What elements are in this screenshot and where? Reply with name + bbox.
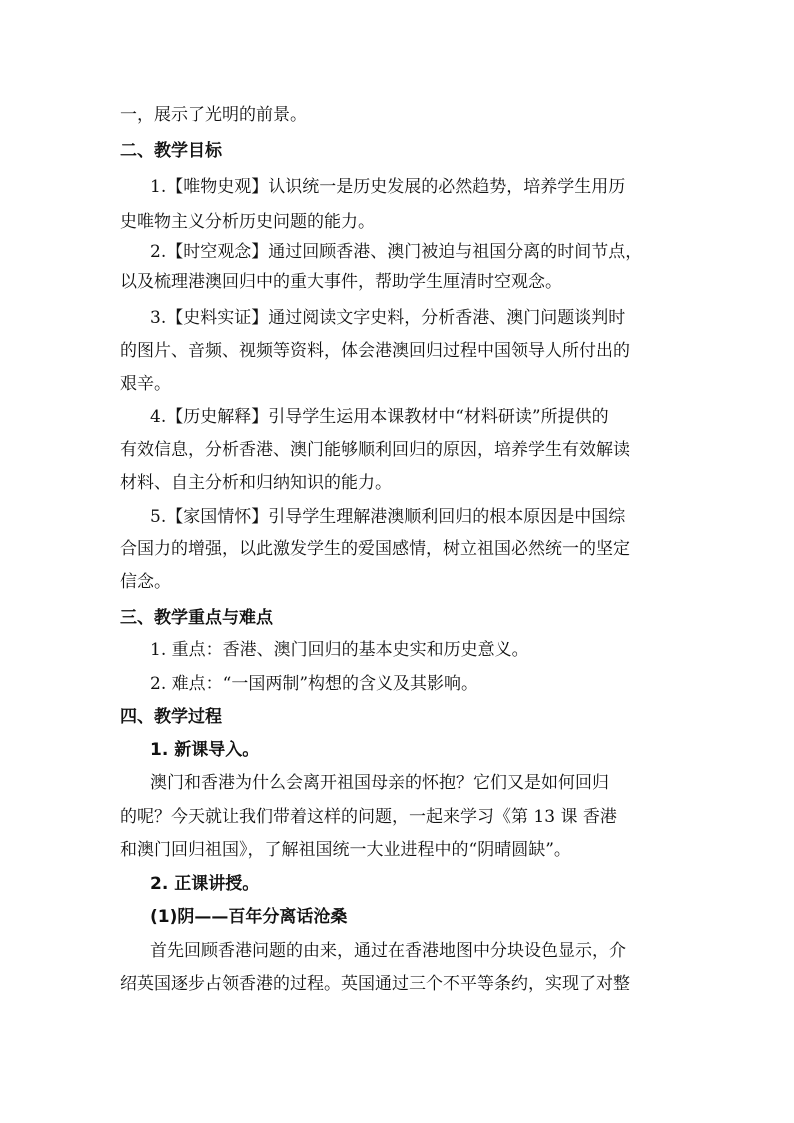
text-line: 的呢？今天就让我们带着这样的问题，一起来学习《第 13 课 香港 [120,807,617,827]
section-heading-key-points: 三、教学重点与难点 [120,608,273,628]
subheading-intro: 1. 新课导入。 [150,740,260,760]
objective-3: 3.【史料实证】通过阅读文字史料，分析香港、澳门问题谈判时 [150,308,626,328]
text-line: 绍英国逐步占领香港的过程。英国通过三个不平等条约，实现了对整 [120,974,630,994]
text-line: 材料、自主分析和归纳知识的能力。 [120,473,392,493]
text-line: 信念。 [120,572,171,592]
text-line: 澳门和香港为什么会离开祖国母亲的怀抱？它们又是如何回归 [150,773,609,793]
key-point: 1. 重点：香港、澳门回归的基本史实和历史意义。 [150,640,529,660]
text-line: 的图片、音频、视频等资料，体会港澳回归过程中国领导人所付出的 [120,341,630,361]
subheading-lecture: 2. 正课讲授。 [150,874,260,894]
text-line: 一，展示了光明的前景。 [120,105,307,125]
text-line: 和澳门回归祖国》，了解祖国统一大业进程中的“阴晴圆缺”。 [120,840,571,860]
section-heading-process: 四、教学过程 [120,707,222,727]
objective-4: 4.【历史解释】引导学生运用本课教材中“材料研读”所提供的 [150,407,609,427]
text-line: 合国力的增强，以此激发学生的爱国感情，树立祖国必然统一的坚定 [120,539,630,559]
text-line: 以及梳理港澳回归中的重大事件，帮助学生厘清时空观念。 [120,272,562,292]
text-line: 首先回顾香港问题的由来，通过在香港地图中分块设色显示，介 [150,941,626,961]
section-heading-objectives: 二、教学目标 [120,141,222,161]
subheading-part-1: (1)阴——百年分离话沧桑 [150,907,348,927]
text-line: 艰辛。 [120,374,171,394]
objective-2: 2.【时空观念】通过回顾香港、澳门被迫与祖国分离的时间节点， [150,242,643,262]
objective-1: 1.【唯物史观】认识统一是历史发展的必然趋势，培养学生用历 [150,177,626,197]
difficult-point: 2. 难点：“一国两制”构想的含义及其影响。 [150,674,479,694]
text-line: 有效信息，分析香港、澳门能够顺利回归的原因，培养学生有效解读 [120,440,630,460]
text-line: 史唯物主义分析历史问题的能力。 [120,212,375,232]
objective-5: 5.【家国情怀】引导学生理解港澳顺利回归的根本原因是中国综 [150,507,626,527]
